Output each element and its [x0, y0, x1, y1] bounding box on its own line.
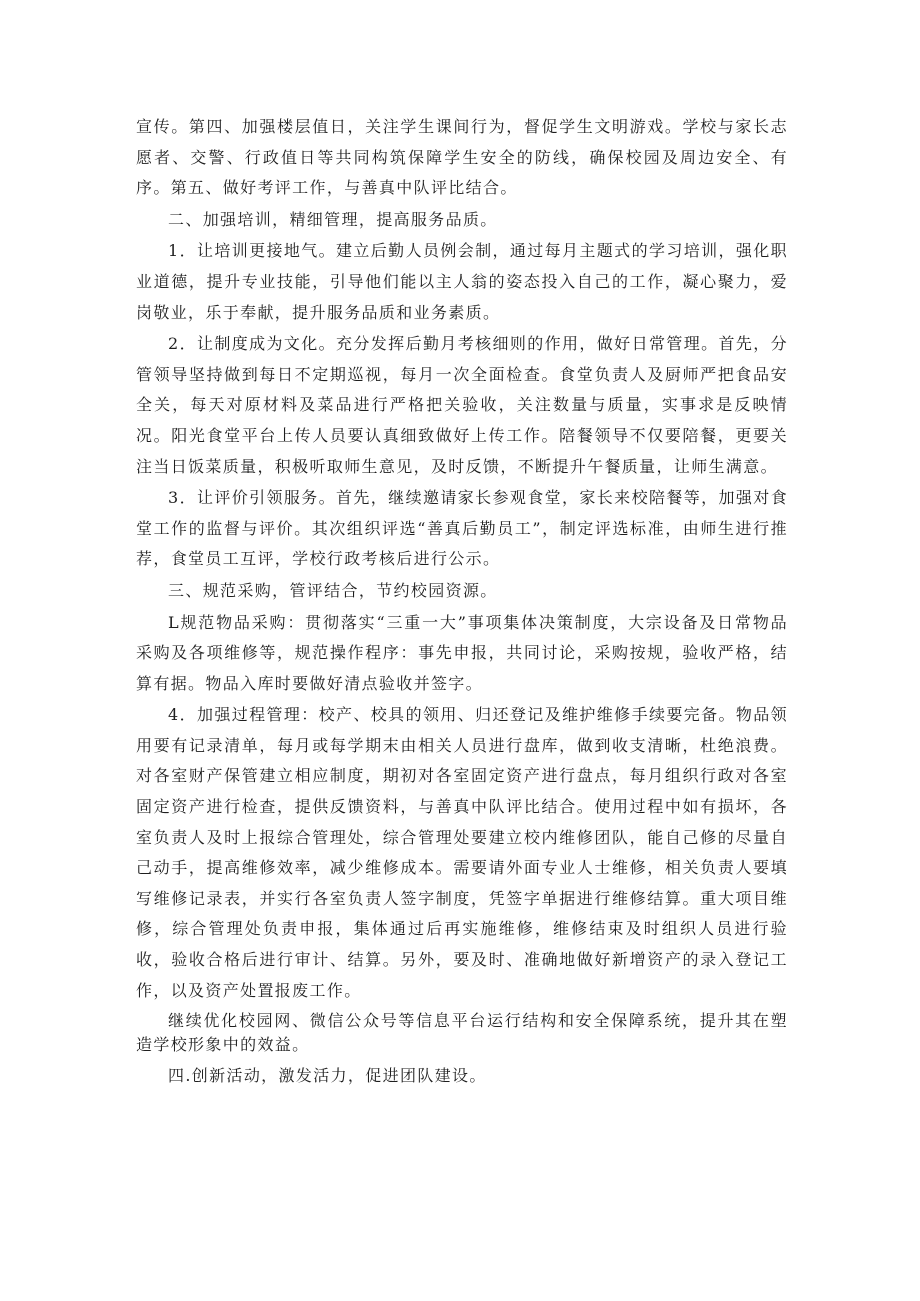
paragraph-website: 继续优化校园网、微信公众号等信息平台运行结构和安全保障系统，提升其在塑造学校形象中的效益。: [136, 1011, 788, 1055]
section-heading-training: 二、加强培训，精细管理，提高服务品质。: [168, 209, 498, 229]
section-heading-procurement: 三、规范采购，管评结合，节约校园资源。: [168, 580, 498, 600]
section-heading-activities: 四.创新活动，激发活力，促进团队建设。: [168, 1066, 487, 1086]
document-page: [136, 112, 788, 1092]
paragraph-evaluation: 3．让评价引领服务。首先，继续邀请家长参观食堂，家长来校陪餐等，加强对食堂工作的监督与评价。其次组织评选“善真后勤员工”，制定评选标准，由师生进行推荐，食堂员工互评，学校行政考核后进行公示。: [136, 488, 788, 569]
paragraph-training: 1．让培训更接地气。建立后勤人员例会制，通过每月主题式的学习培训，强化职业道德，提升专业技能，引导他们能以主人翁的姿态投入自己的工作，凝心聚力，爱岗敬业，乐于奉献，提升服务品质和业务素质。: [136, 241, 788, 322]
paragraph-system-culture: 2．让制度成为文化。充分发挥后勤月考核细则的作用，做好日常管理。首先，分管领导坚持做到每日不定期巡视，每月一次全面检查。食堂负责人及厨师严把食品安全关，每天对原材料及菜品进行严格把关验收，关注数量与质量，实事求是反映情况。阳光食堂平台上传人员要认真细致做好上传工作。陪餐领导不仅要陪餐，更要关注当日饭菜质量，积极听取师生意见，及时反馈，不断提升午餐质量，让师生满意。: [136, 334, 788, 476]
paragraph-process-management: 4．加强过程管理：校产、校具的领用、归还登记及维护维修手续要完备。物品领用要有记录清单，每月或每学期末由相关人员进行盘库，做到收支清晰，杜绝浪费。对各室财产保管建立相应制度，期初对各室固定资产进行盘点，每月组织行政对各室固定资产进行检查，提供反馈资料，与善真中队评比结合。使用过程中如有损坏，各室负责人及时上报综合管理处，综合管理处要建立校内维修团队，能自己修的尽量自己动手，提高维修效率，减少维修成本。需要请外面专业人士维修，相关负责人要填写维修记录表，并实行各室负责人签字制度，凭签字单据进行维修结算。重大项目维修，综合管理处负责申报，集体通过后再实施维修，维修结束及时组织人员进行验收，验收合格后进行审计、结算。另外，要及时、准确地做好新增资产的录入登记工作，以及资产处置报废工作。: [136, 705, 788, 1000]
paragraph-procurement: L规范物品采购：贯彻落实“三重一大”事项集体决策制度，大宗设备及日常物品采购及各项维修等，规范操作程序：事先申报，共同讨论，采购按规，验收严格，结算有据。物品入库时要做好清点验收并签字。: [136, 612, 788, 693]
paragraph-safety-continuation: 宣传。第四、加强楼层值日，关注学生课间行为，督促学生文明游戏。学校与家长志愿者、交警、行政值日等共同构筑保障学生安全的防线，确保校园及周边安全、有序。第五、做好考评工作，与善真中队评比结合。: [136, 117, 788, 198]
